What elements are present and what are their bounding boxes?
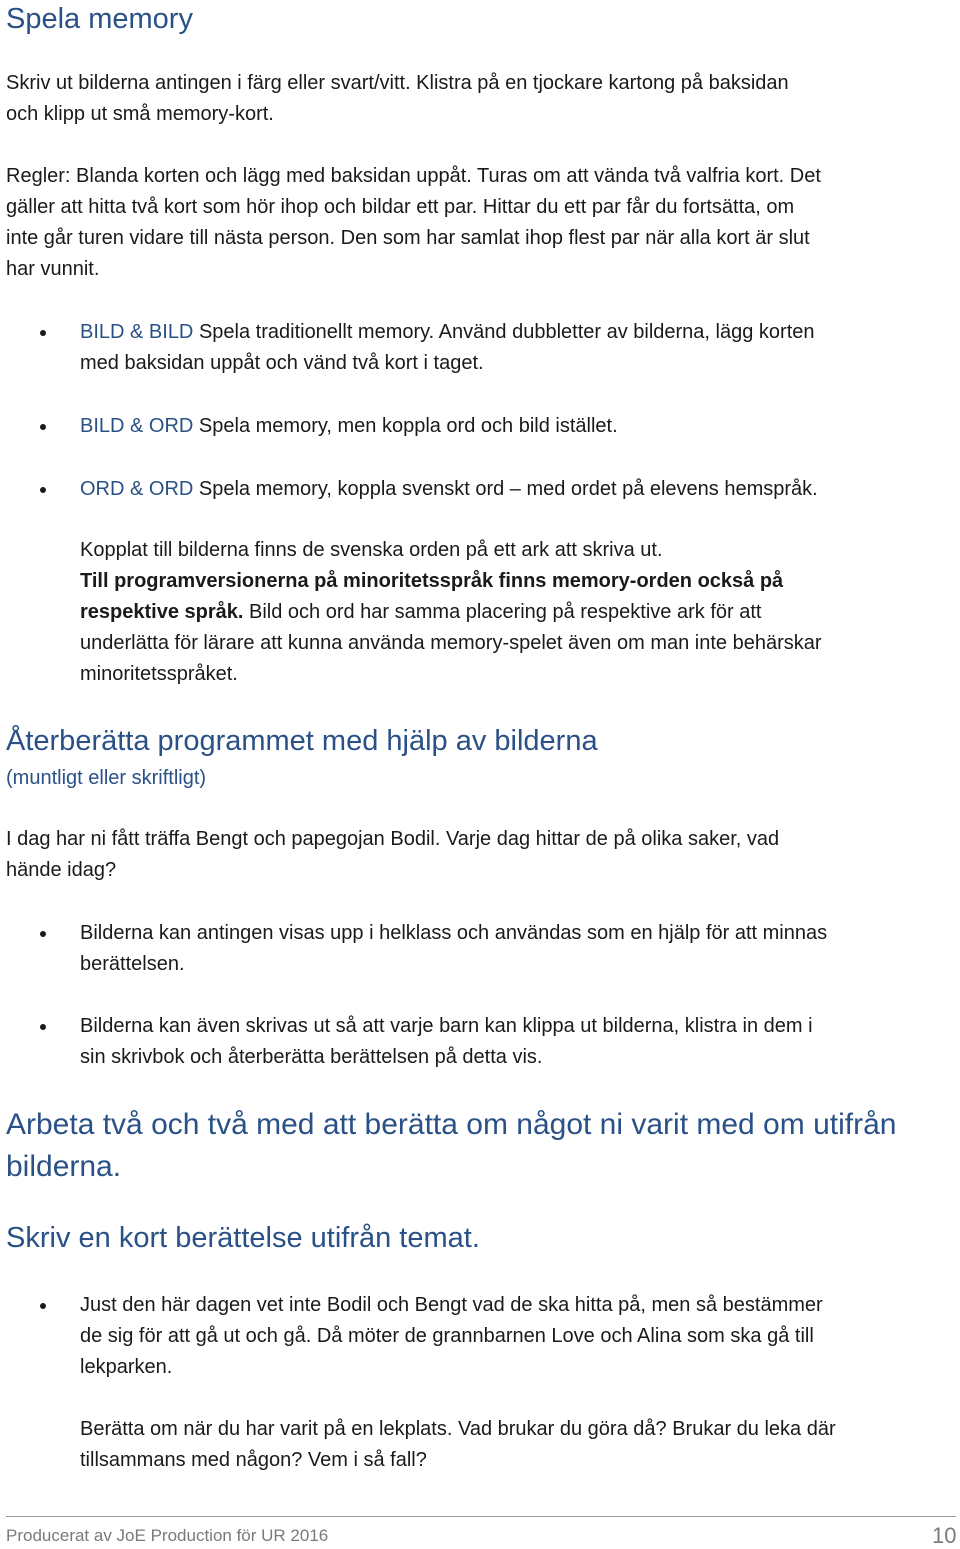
bullet-dot (40, 424, 46, 430)
retell-bullet-2-line-2: sin skrivbok och återberätta berättelsen på detta vis. (80, 1046, 543, 1068)
note-bold-line-2: respektive språk. (80, 601, 244, 623)
note-line-4: minoritetsspråket. (80, 663, 238, 685)
intro-line-1: Skriv ut bilderna antingen i färg eller svart/vitt. Klistra på en tjockare kartong på baksidan (6, 72, 789, 94)
bullet-key-bild-bild: BILD & BILD (80, 321, 194, 343)
bullet-bild-bild-line-1 (80, 317, 815, 348)
bullet-key-bild-ord: BILD & ORD (80, 415, 194, 437)
bullet-dot (40, 487, 46, 493)
bullet-key-ord-ord: ORD & ORD (80, 478, 194, 500)
retell-bullet-2-line-1: Bilderna kan även skrivas ut så att varje barn kan klippa ut bilderna, klistra in dem i (80, 1015, 813, 1037)
bullet-dot (40, 931, 46, 937)
note-line-3: underlätta för lärare att kunna använda memory-spelet även om man inte behärskar (80, 632, 822, 654)
story-question-line-2: tillsammans med någon? Vem i så fall? (80, 1449, 427, 1471)
intro-line-2: och klipp ut små memory-kort. (6, 103, 274, 125)
story-question-line-1: Berätta om när du har varit på en lekplats. Vad brukar du göra då? Brukar du leka där (80, 1418, 836, 1440)
rules-line-4: har vunnit. (6, 258, 100, 280)
story-line-1: Just den här dagen vet inte Bodil och Bengt vad de ska hitta på, men så bestämmer (80, 1294, 823, 1316)
story-line-2: de sig för att gå ut och gå. Då möter de grannbarnen Love och Alina som ska gå till (80, 1325, 814, 1347)
footer-rule (6, 1516, 956, 1517)
bullet-text: Spela traditionellt memory. Använd dubbletter av bilderna, lägg korten (193, 321, 815, 343)
page-number: 10 (932, 1523, 957, 1548)
note-line-1: Kopplat till bilderna finns de svenska orden på ett ark att skriva ut. (80, 539, 663, 561)
rules-line-1: Regler: Blanda korten och lägg med baksidan uppåt. Turas om att vända två valfria kort. Det (6, 165, 821, 187)
bullet-text: Spela memory, men koppla ord och bild istället. (193, 415, 618, 437)
bullet-bild-bild-line-2: med baksidan uppåt och vänd två kort i taget. (80, 352, 484, 374)
note-line-2 (80, 597, 761, 628)
retell-bullet-1-line-2: berättelsen. (80, 953, 185, 975)
story-line-3: lekparken. (80, 1356, 173, 1378)
bullet-text: Spela memory, koppla svenskt ord – med ordet på elevens hemspråk. (193, 478, 818, 500)
heading-memory: Spela memory (6, 3, 193, 35)
bullet-bild-ord (80, 411, 618, 442)
retell-bullet-1-line-1: Bilderna kan antingen visas upp i helklass och användas som en hjälp för att minnas (80, 922, 828, 944)
heading-story: Skriv en kort berättelse utifrån temat. (6, 1222, 480, 1254)
heading-pairs-line-1: Arbeta två och två med att berätta om något ni varit med om utifrån (6, 1108, 897, 1141)
heading-pairs-line-2: bilderna. (6, 1150, 122, 1183)
subheading-retell: (muntligt eller skriftligt) (6, 767, 207, 789)
bullet-dot (40, 1303, 46, 1309)
rules-line-3: inte går turen vidare till nästa person. Den som har samlat ihop flest par när alla kort är slut (6, 227, 810, 249)
bullet-dot (40, 1024, 46, 1030)
retell-line-1: I dag har ni fått träffa Bengt och papegojan Bodil. Varje dag hittar de på olika saker, vad (6, 828, 780, 850)
footer-credit: Producerat av JoE Production för UR 2016 (6, 1526, 329, 1545)
rules-line-2: gäller att hitta två kort som hör ihop och bildar ett par. Hittar du ett par får du fortsätta, om (6, 196, 795, 218)
note-bold-line-1: Till programversionerna på minoritetsspråk finns memory-orden också på (80, 570, 784, 592)
note-rest-line-2: Bild och ord har samma placering på respektive ark för att (243, 601, 762, 623)
bullet-ord-ord (80, 474, 818, 505)
bullet-dot (40, 330, 46, 336)
retell-line-2: hände idag? (6, 859, 117, 881)
heading-retell: Återberätta programmet med hjälp av bilderna (6, 725, 598, 757)
